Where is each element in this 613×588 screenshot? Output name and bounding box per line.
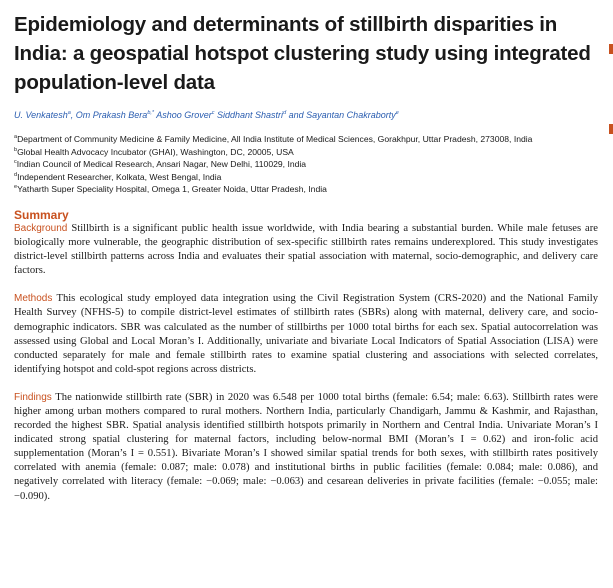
author-affiliation-marker: d [283,110,287,116]
affiliation-marker: e [14,184,18,191]
summary-heading: Summary [14,207,69,222]
affiliation-marker: c [14,159,17,166]
methods-label: Methods [14,293,53,305]
methods-text: This ecological study employed data integration using the Civil Registration System (CRS-2020) and the National Family Health Survey (NFHS-5) to compile district-level estimates of stillbirth rates (SBRs) along with maternal, delivery care, and socio-demographic indicators. SBR was calculated as the number of stillbirths per 1000 total births for each sex. Spatial autocorrelation was assessed using Global and Local Moran’s I. Additionally, univariate and bivariate Local Indicators of Spatial Association (LISA) were conducted separately for male and female stillbirth rates to examine spatial clustering and associations with selected correlates, identifying hotspot and cold-spot regions across districts. [14,293,598,375]
affiliation-marker: b [14,146,18,153]
affiliation-item [14,183,598,196]
author-name[interactable]: Om Prakash Bera [75,110,148,120]
affiliation-marker: a [14,134,18,141]
author-affiliation-marker: c [211,110,215,116]
author-name[interactable]: Sayantan Chakraborty [306,110,396,120]
article-title: Epidemiology and determinants of stillbirth disparities in India: a geospatial hotspot clustering study using integrated population-level data [14,13,591,94]
findings-paragraph [14,391,598,504]
background-text: Stillbirth is a significant public health issue worldwide, with India bearing a substantial burden. While male fetuses are biologically more vulnerable, the geographic distribution of sex-specific stillbirth rates remains underexplored. This study investigates district-level stillbirth patterns across India and evaluates their spatial association with maternal, socio-demographic, and delivery care factors. [14,222,598,277]
findings-label: Findings [14,391,52,403]
author-list [14,108,598,122]
affiliation-item [14,146,598,159]
author-name[interactable]: Ashoo Grover [156,110,212,120]
affiliation-text: Global Health Advocacy Incubator (GHAI), Washington, DC, 20005, USA [17,146,294,157]
affiliation-marker: d [14,171,18,178]
author-separator: , [70,110,76,120]
author-name[interactable]: Siddhant Shastri [217,110,284,120]
methods-paragraph [14,292,598,377]
affiliation-item [14,133,598,146]
affiliation-text: Indian Council of Medical Research, Ansari Nagar, New Delhi, 110029, India [16,159,307,170]
author-affiliation-marker: a [67,110,71,116]
affiliation-text: Yatharth Super Speciality Hospital, Omega 1, Greater Noida, Uttar Pradesh, India [17,184,327,195]
author-affiliation-marker: b,* [147,110,155,116]
findings-text: The nationwide stillbirth rate (SBR) in 2020 was 6.548 per 1000 total births (female: 6.54; male: 6.63). Stillbirth rates were higher among urban mothers compared to rural mothers. Northern India, particularly Chandigarh, Jammu & Kashmir, and Rajasthan, recorded the highest SBR. Spatial analysis identified stillbirth hotspots primarily in Northern and Central India. Univariate Moran’s I indicated strong spatial clustering for maternal factors, including below-normal BMI (Moran’s I = 0.62) and iron-folic acid supplementation (Moran’s I = 0.551). Bivariate Moran’s I showed similar spatial trends for both sexes, with stillbirth rates positively correlated with anemia (female: 0.087; male: 0.078) and institutional births in public facilities (female: 0.084; male: 0.086), and negatively correlated with literacy (female: −0.069; male: −0.063) and cesarean deliveries in private facilities (female: −0.055; male: −0.090). [14,391,598,502]
affiliation-text: Department of Community Medicine & Family Medicine, All India Institute of Medical Sciences, Gorakhpur, Uttar Pradesh, 273008, India [17,134,533,144]
author-separator: and [286,110,307,120]
affiliation-item [14,171,598,184]
margin-marker [609,44,613,54]
article-front-page [14,10,598,504]
affiliation-text: Independent Researcher, Kolkata, West Bengal, India [17,171,222,182]
author-name[interactable]: U. Venkatesh [14,110,68,120]
margin-marker [609,124,613,134]
background-label: Background [14,222,68,234]
author-affiliation-marker: e [395,110,399,116]
affiliation-list [14,133,598,196]
affiliation-item [14,158,598,171]
background-paragraph [14,222,598,278]
